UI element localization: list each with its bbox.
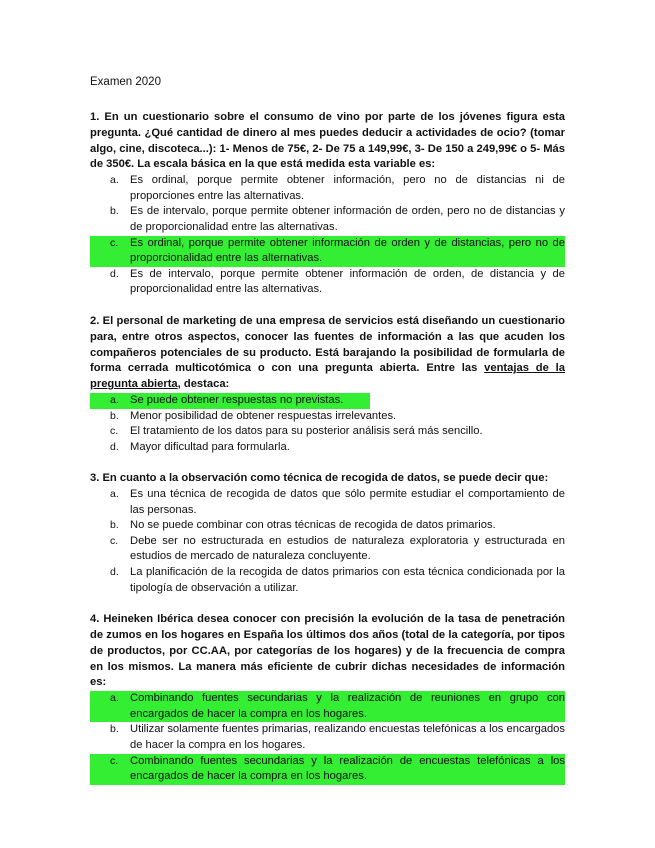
option-a-highlighted: a. Combinando fuentes secundarias y la realización de reuniones en grupo con encargados de hacer la compra en los hogares. [90, 691, 565, 722]
options-list [90, 393, 565, 455]
question-2 [90, 314, 565, 455]
document-page [90, 76, 565, 801]
option-a: a. Es una técnica de recogida de datos que sólo permite estudiar el comportamiento de las personas. [110, 488, 565, 516]
question-stem: 3. En cuanto a la observación como técnica de recogida de datos, se puede decir que: [90, 472, 549, 485]
option-d: d. La planificación de la recogida de datos primarios con esta técnica condicionada por la tipología de observación a utilizar. [110, 566, 565, 594]
option-d: d. Es de intervalo, porque permite obtener información de orden, de distancia y de proporcionalidad entre las alternativas. [110, 267, 565, 296]
option-a-highlighted: a. Se puede obtener respuestas no previstas. [90, 393, 370, 409]
question-1 [90, 110, 565, 298]
options-list [90, 691, 565, 785]
question-3 [90, 471, 565, 596]
option-b: b. Utilizar solamente fuentes primarias, realizando encuestas telefónicas a los encargados de hacer la compra en los hogares. [110, 723, 565, 752]
option-b: b. No se puede combinar con otras técnicas de recogida de datos primarios. [110, 519, 496, 532]
option-c: c. El tratamiento de los datos para su posterior análisis será más sencillo. [110, 425, 483, 438]
underlined-phrase: ventajas de la pregunta abierta [90, 362, 565, 391]
option-c: c. Debe ser no estructurada en estudios de naturaleza exploratoria y estructurada en estudios de mercado de naturaleza concluyente. [110, 534, 565, 563]
option-c-highlighted: c. Es ordinal, porque permite obtener información de orden y de distancias, pero no de proporcionalidad entre las alternativas. [90, 236, 565, 267]
option-a: a. Es ordinal, porque permite obtener información, pero no de distancias ni de proporciones entre las alternativas. [110, 174, 565, 202]
option-d: d. Mayor dificultad para formularla. [110, 440, 290, 453]
question-stem: 1. En un cuestionario sobre el consumo de vino por parte de los jóvenes figura esta pregunta. ¿Qué cantidad de dinero al mes puedes deducir a actividades de ocio? (tomar algo, cine, discoteca...): 1- Menos de 75€, 2- De 75 a 149,99€, 3- De 150 a 249,99€ o 5- Más de 350€. La escala básica en la que está medida esta variable es: [90, 111, 565, 171]
options-list [90, 487, 565, 596]
exam-title: Examen 2020 [90, 76, 161, 88]
question-stem: 2. El personal de marketing de una empresa de servicios está diseñando un cuestionario para, entre otros aspectos, conocer las fuentes de información a las que acuden los compañeros potenciales de su producto. Está barajando la posibilidad de formularla de forma cerrada multicotómica o con una pregunta abierta. Entre las ventajas de la pregunta abierta, destaca: [90, 314, 565, 391]
question-stem: 4. Heineken Ibérica desea conocer con precisión la evolución de la tasa de penetración de zumos en los hogares en España los últimos dos años (total de la categoría, por tipos de productos, por CC.AA, por categorías de los hogares) y de la frecuencia de compra en los mismos. La manera más eficiente de cubrir dichas necesidades de información es: [90, 613, 565, 689]
option-b: b. Es de intervalo, porque permite obtener información de orden, pero no de distancias y de proporcionalidad entre las alternativas. [110, 205, 565, 233]
option-b: b. Menor posibilidad de obtener respuestas irrelevantes. [110, 409, 397, 422]
options-list [90, 173, 565, 298]
option-c-highlighted: c. Combinando fuentes secundarias y la realización de encuestas telefónicas a los encargados de hacer la compra en los hogares. [90, 754, 565, 785]
question-4 [90, 612, 565, 785]
